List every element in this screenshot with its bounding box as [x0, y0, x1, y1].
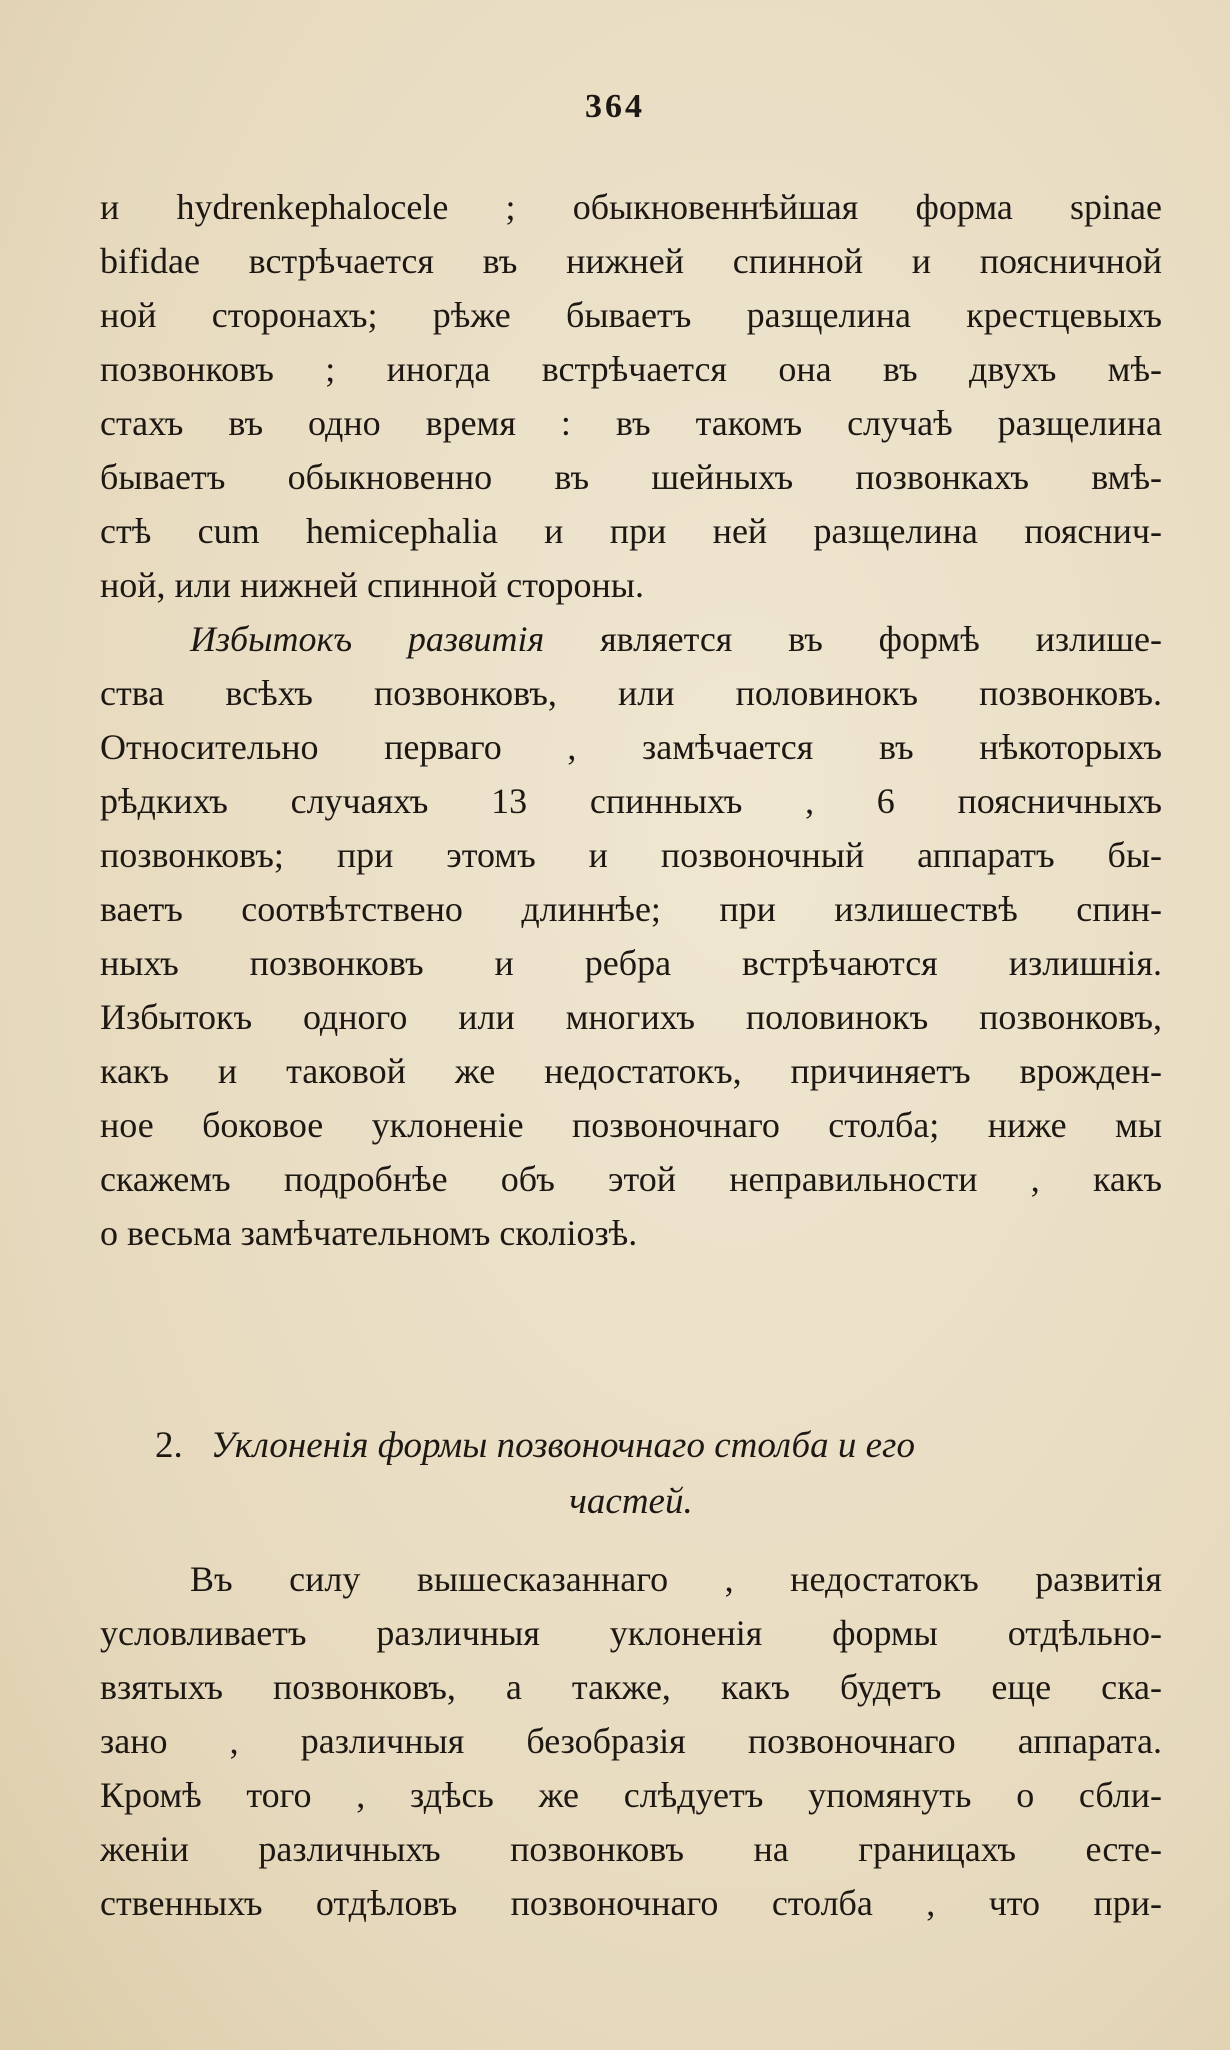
text-fragment: является въ формѣ излише-	[544, 619, 1162, 659]
text-line: рѣдкихъ случаяхъ 13 спинныхъ , 6 поясничныхъ	[100, 781, 1162, 821]
text-line: ства всѣхъ позвонковъ, или половинокъ позвонковъ.	[100, 673, 1162, 713]
text-line: ной сторонахъ; рѣже бываетъ разщелина крестцевыхъ	[100, 295, 1162, 335]
text-line: ное боковое уклоненіе позвоночнаго столба; ниже мы	[100, 1105, 1162, 1145]
text-line: Въ силу вышесказаннаго , недостатокъ развитія	[190, 1559, 1162, 1599]
paragraph-continuation	[100, 180, 1162, 1260]
text-line: позвонковъ; при этомъ и позвоночный аппаратъ бы-	[100, 835, 1162, 875]
paragraph-lead-line	[100, 612, 1162, 666]
section-heading-line	[100, 1418, 1162, 1474]
text-line: ственныхъ отдѣловъ позвоночнаго столба , что при-	[100, 1883, 1162, 1923]
paragraph-section-body	[100, 1552, 1162, 1930]
text-line: какъ и таковой же недостатокъ, причиняетъ врожден-	[100, 1051, 1162, 1091]
text-line: и hydrenkephalocele ; обыкновеннѣйшая форма spinae	[100, 187, 1162, 227]
text-line: стѣ cum hemicephalia и при ней разщелина пояснич-	[100, 511, 1162, 551]
page-number: 364	[585, 88, 645, 125]
text-line: Избытокъ одного или многихъ половинокъ позвонковъ,	[100, 997, 1162, 1037]
section-number: 2.	[155, 1425, 183, 1466]
text-line: позвонковъ ; иногда встрѣчается она въ двухъ мѣ-	[100, 349, 1162, 389]
emphasis-term: Избытокъ развитія	[190, 619, 545, 659]
text-line: зано , различныя безобразія позвоночнаго аппарата.	[100, 1721, 1162, 1761]
text-line: Относительно перваго , замѣчается въ нѣкоторыхъ	[100, 727, 1162, 767]
section-heading	[100, 1418, 1162, 1530]
text-line: стахъ въ одно время : въ такомъ случаѣ разщелина	[100, 403, 1162, 443]
text-line: bifidae встрѣчается въ нижней спинной и поясничной	[100, 241, 1162, 281]
text-line: условливаетъ различныя уклоненія формы отдѣльно-	[100, 1613, 1162, 1653]
text-line: Кромѣ того , здѣсь же слѣдуетъ упомянуть о сбли-	[100, 1775, 1162, 1815]
text-line: ной, или нижней спинной стороны.	[100, 565, 644, 605]
text-line: о весьма замѣчательномъ сколіозѣ.	[100, 1213, 638, 1253]
text-line: бываетъ обыкновенно въ шейныхъ позвонкахъ вмѣ-	[100, 457, 1162, 497]
text-line: скажемъ подробнѣе объ этой неправильности , какъ	[100, 1159, 1162, 1199]
text-line: ныхъ позвонковъ и ребра встрѣчаются излишнія.	[100, 943, 1162, 983]
section-title-continuation: частей.	[569, 1481, 693, 1522]
text-line: ваетъ соотвѣтствено длиннѣе; при излишествѣ спин-	[100, 889, 1162, 929]
text-line: взятыхъ позвонковъ, а также, какъ будетъ еще ска-	[100, 1667, 1162, 1707]
text-line: женіи различныхъ позвонковъ на границахъ есте-	[100, 1829, 1162, 1869]
section-title: Уклоненія формы позвоночнаго столба и его	[210, 1425, 915, 1466]
